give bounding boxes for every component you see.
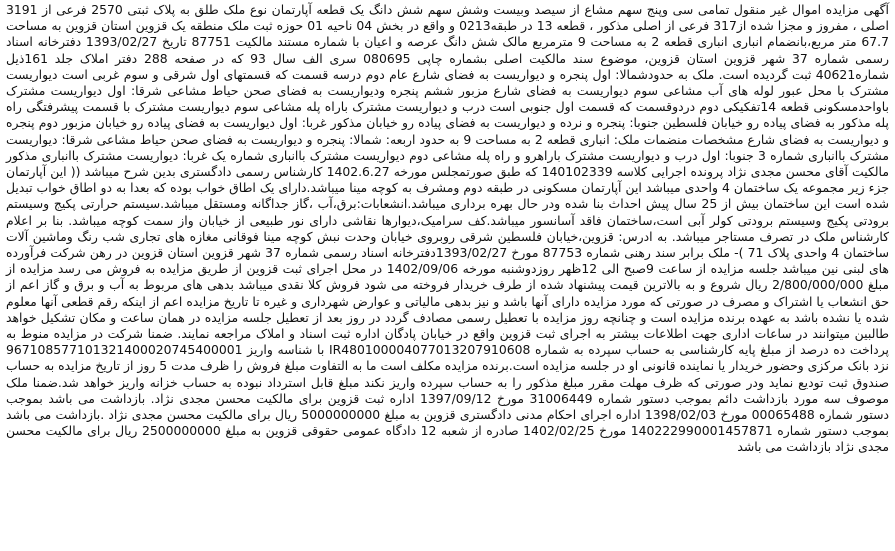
auction-notice-text: آگهی مزایده اموال غیر منقول تمامی سی وپنج سهم مشاع از سیصد وبیست وشش سهم شش دانگ یک قطعه آپارتمان نوع ملک طلق به پلاک ثبتی 2570 فرعی از 3191 اصلی ، مفروز و مجزا شده از317 فرعی از اصلی مذکور ، قطعه 13 در طبقه0213 و واقع در بخش 04 ناحیه 01 حوزه ثبت ملک منطقه یک قزوین استان قزوین به مساحت 67.7 متر مربع،بانضمام انباری انباری قطعه 2 به مساحت 9 مترمربع مالک شش دانگ عرصه و اعیان با شماره مستند مالکیت 87751 تاریخ 1393/02/27 دفترخانه اسناد رسمی شماره 37 شهر قزوین استان قزوین، موضوع سند مالکیت اصلی بشماره چاپی 080695 سری الف سال 93 که در صفحه 288 دفتر املاک جلد 161ذیل شماره40621 ثبت گردیده است. ملک به حدودشمالا: اول پنجره و دیواریست به فضای شارع عام دوم درسه قسمت که قسمتهای اول شرقی و سوم غربی است دیواریست مشترک با محل عبور لوله های آب مشاعی سوم دیواریست به فضای شارع مزبور ششم پنجره ودیواریست به فضای صحن حیاط مشاعی شرقا: اول دیواریست مشترک باواحدمسکونی قطعه 14تفکیکی دوم دردوقسمت که قسمت اول جنوبی است درب و دیواریست مشترک باراه پله مشاعی سوم دیواریست مشترک با قسمت پیشرفتگی راه پله مذکور به فضای پیاده رو خیابان فلسطین جنوبا: پنجره و نرده و دیواریست به فضای پیاده رو خیابان مذکور غربا: اول دیواریست به فضای پیاده رو خیابان مزبور دوم پنجره و دیواریست به فضای شارع مشخصات منضمات ملک: انباری قطعه 2 به مساحت 9 به حدود اربعه: شمالا: پنجره و دیواریست به فضای صحن حیاط مشاعی شرقا: دیواریست مشترک باانباری شماره 3 جنوبا: اول درب و دیواریست مشترک باراهرو و راه پله مشاعی دوم دیواریست مشترک باانباری شماره یک غربا: دیواریست مشترک باانباری مذکور مالکیت آقای محسن مجدی نژاد پرونده اجرایی کلاسه 140102339 که طبق صورتمجلس مورخه 1402.6.27 کارشناس رسمی دادگستری بدین شرح میباشد (( این آپارتمان جزء زیر مجموعه یک ساختمان 4 واحدی میباشد این آپارتمان مسکونی در طبقه دوم ومشرف به کوچه مینا میباشد.دارای یک اطاق خواب بوده که بعدا به دو اطاق خواب تبدیل شده است این ساختمان بیش از 25 سال پیش احداث بنا شده ودر حال بهره برداری میباشد.انشعابات:برق،آب ،گاز جداگانه ومستقل میباشد.سیستم حرارتی پکیج وسیستم برودتی پکیج وسیستم برودتی کولر آبی است،ساختمان فاقد آسانسور میباشد.کف سرامیک،دیوارها نقاشی دارای نور طبیعی از خیابان واز سمت کوچه میباشد. بنا بر اعلام کارشناس ملک در تصرف مستاجر میباشد. به ادرس: قزوین،خیابان فلسطین شرقی روبروی خیابان وحدت نبش کوچه مینا فوقانی مغازه های تجاری شب رنگ وماشین آلات ساختمان 4 واحدی پلاک 71 )- ملک برابر سند رهنی شماره 87753 مورخ 1393/02/27دفترخانه اسناد رسمی شماره 37 شهر قزوین استان قزوین در رهن شرکت فرآورده های لبنی نین میباشد جلسه مزایده از ساعت 9صبح الی 12ظهر روزدوشنبه مورخه 1402/09/06 در محل اجرای ثبت قزوین از طریق مزایده به فروش می رسد مزایده از مبلغ 2/800/000/000 ریال شروع و به بالاترین قیمت پیشنهاد شده از طرف خریدار فروخته می شود فروش کلا نقدی میباشد بدهی های مربوط به آب و برق و گاز اعم از حق انشعاب یا اشتراک و مصرف در صورتی که مورد مزایده دارای آنها باشد و نیز بدهی مالیاتی و عوارض شهرداری و غیره تا تاریخ مزایده اعم از اینکه رقم قطعی آنها معلوم شده یا نشده باشد به عهده برنده مزایده است و چنانچه روز مزایده با تعطیل رسمی مصادف گردد در روز بعد از تعطیل جلسه مزایده در همان ساعت و مکان تشکیل خواهد طالبین میتوانند در ساعات اداری جهت اطلاعات بیشتر به اجرای ثبت قزوین واقع در خیابان پادگان اداره ثبت اسناد و املاک مراجعه نمایند. ضمنا شرکت در مزایده منوط به پرداخت ده درصد از مبلغ پایه کارشناسی به حساب سپرده به شماره IR480100004077013207910608 با شناسه واریز 967108577101321400020745400001 نزد بانک مرکزی وحضور خریدار یا نماینده قانونی او در جلسه مزایده است.برنده مزایده مکلف است ما به التفاوت مبلغ فروش را ظرف مدت 5 روز از تاریخ مزایده به حساب صندوق ثبت تودیع نماید ودر صورتی که ظرف مهلت مقرر مبلغ مذکور را به حساب سپرده واریز نکند مبلغ قابل استرداد نبوده به حساب خزانه واریز خواهد شد.ضمنا ملک موصوف سه مورد بازداشت دائم بموجب دستور شماره 31006449 مورخ 1397/09/12 اداره ثبت قزوین برای مالکیت محسن مجدی نژاد. بازداشت می باشد بموجب دستور شماره 00065488 مورخ 1398/02/03 اداره اجرای احکام مدنی دادگستری قزوین به مبلغ 5000000000 ریال برای مالکیت محسن مجدی نژاد .بازداشت می باشد بموجب دستور شماره 140222990001457871 مورخ 1402/02/25 صادره از شعبه 12 دادگاه عمومی حقوقی قزوین به مبلغ 2500000000 ریال برای مالکیت محسن مجدی نژاد بازداشت می باشد — [6, 2, 890, 455]
